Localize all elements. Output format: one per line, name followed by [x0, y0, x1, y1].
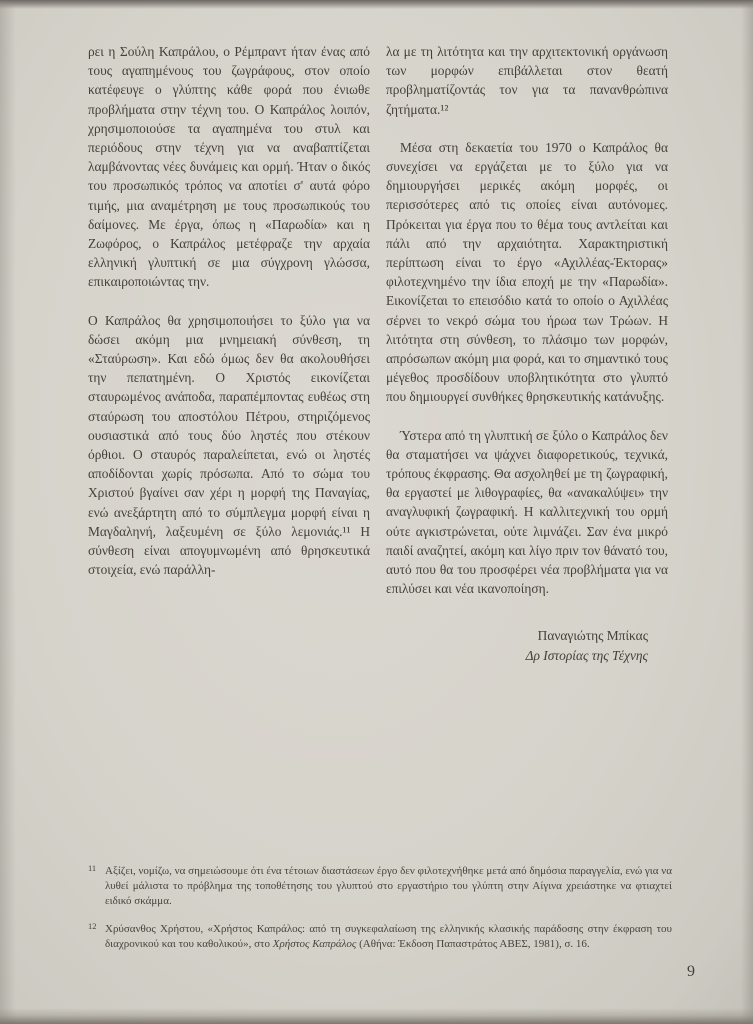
- right-column: [386, 42, 668, 666]
- article-body: [88, 42, 668, 666]
- author-signature: [386, 626, 668, 666]
- paragraph: Ύστερα από τη γλυπτική σε ξύλο ο Καπράλος δεν θα σταματήσει να ψάχνει διαφορετικούς, τεχνικά, τρόπους έκφρασης. Θα ασχοληθεί με τη ζωγραφική, θα εργαστεί με λιθογραφίες, θα «ανακαλύψει» την αναγλυφική ζωγραφική. Η καλλιτεχνική του ορμή ούτε αγκιστρώνεται, ούτε λιμνάζει. Σαν ένα μικρό παιδί αναζητεί, ακόμη και λίγο πριν τον θάνατό του, αυτό που θα του προσφέρει νέα προβλήματα για να επιλύσει και νέα ικανοποίηση.: [386, 427, 668, 597]
- scan-shadow-top: [0, 0, 753, 9]
- scan-shadow-left: [0, 0, 16, 1024]
- author-title: Δρ Ιστορίας της Τέχνης: [525, 648, 648, 664]
- footnote-text: (Αθήνα: Έκδοση Παπαστράτος ΑΒΕΣ, 1981), σ. 16.: [356, 938, 590, 950]
- footnote-text: Χρύσανθος Χρήστου, «Χρήστος Καπράλος: από τη συγκεφαλαίωση της ελληνικής κλασικής παράδοσης στην έκφραση του διαχρονικού και του καθολικού», στο: [105, 923, 672, 950]
- footnote-marker: 12: [88, 921, 97, 931]
- footnote-text: Αξίζει, νομίζω, να σημειώσουμε ότι ένα τέτοιων διαστάσεων έργο δεν φιλοτεχνήθηκε μετά από δημόσια παραγγελία, ενώ για να λυθεί μάλιστα το πρόβλημα της τοποθέτησης του γλυπτού στο εργαστήριο του γλύπτη στην Αίγινα χρειάστηκε να φτιαχτεί ειδικό σκάμμα.: [105, 865, 672, 907]
- footnotes-section: [88, 864, 672, 965]
- scan-shadow-bottom: [0, 1008, 753, 1024]
- paragraph: ρει η Σούλη Καπράλου, ο Ρέμπραντ ήταν ένας από τους αγαπημένους του ζωγράφους, στον οποίο κατέφευγε ο γλύπτης κάθε φορά που ένιωθε προβλήματα στην τέχνη του. Ο Καπράλος λοιπόν, χρησιμοποιούσε τα αγαπημένα του στυλ και περιόδους στην τέχνη για να αναβαπτίζεται λαμβάνοντας νέες δυνάμεις και ορμή. Ήταν ο δικός του προσωπικός τρόπος να αποτίει σ' αυτά φόρο τιμής, μια αναμέτρηση με τους προσωπικούς του δαίμονες. Με έργα, όπως η «Παρωδία» και η Ζωφόρος, ο Καπράλος μετέφραζε την αρχαία ελληνική γλυπτική σε μια σύγχρονη γλώσσα, επικαιροποιώντας την.: [88, 44, 370, 290]
- paragraph: Ο Καπράλος θα χρησιμοποιήσει το ξύλο για να δώσει ακόμη μια μνημειακή σύνθεση, τη «Σταύρωση». Και εδώ όμως δεν θα ακολουθήσει την πεπατημένη. Ο Χριστός εικονίζεται σταυρωμένος ανάποδα, παραπέμποντας ευθέως στη σταύρωση του αποστόλου Πέτρου, στηριζόμενος ουσιαστικά από τους δύο ληστές που στέκουν όρθιοι. Ο σταυρός παραλείπεται, ενώ οι ληστές αποδίδονται χωρίς πρόσωπα. Από το σώμα του Χριστού βγαίνει σαν χέρι η μορφή της Παναγίας, ενώ ανεξάρτητη από το σύμπλεγμα μορφή είναι η Μαγδαληνή, λαξευμένη σε ξύλο λεμονιάς.¹¹ Η σύνθεση είναι απογυμνωμένη από θρησκευτικά στοιχεία, ενώ παράλλη-: [88, 312, 370, 578]
- scan-shadow-right: [741, 0, 753, 1024]
- footnote-marker: 11: [88, 863, 97, 873]
- paragraph: Μέσα στη δεκαετία του 1970 ο Καπράλος θα συνεχίσει να εργάζεται με το ξύλο για να δημιουργήσει μερικές ακόμη μορφές, οι περισσότερες από τις οποίες είναι αυτόνομες. Πρόκειται για έργα που το θέμα τους αντλείται και πάλι από την αρχαιότητα. Χαρακτηριστική περίπτωση είναι το έργο «Αχιλλέας-Έκτορας» φιλοτεχνημένο την ίδια εποχή με την «Παρωδία». Εικονίζεται το επεισόδιο κατά το οποίο ο Αχιλλέας σέρνει το νεκρό σώμα του ήρωα των Τρώων. Η λιτότητα στη σύνθεση, το πλάσιμο των μορφών, απρόσωπων ακόμη μια φορά, και το σημαντικό τους μέγεθος προσδίδουν υποβλητικότητα στο γλυπτό που δημιουργεί συνθήκες θρησκευτικής κατάνυξης.: [386, 139, 668, 405]
- footnote-12: [88, 922, 672, 952]
- left-column: [88, 42, 370, 666]
- paragraph: λα με τη λιτότητα και την αρχιτεκτονική οργάνωση των μορφών επιβάλλεται στον θεατή προβληματίζοντάς τον για τα πανανθρώπινα ζητήματα.¹²: [386, 44, 668, 117]
- page-number: 9: [687, 963, 695, 980]
- author-name: Παναγιώτης Μπίκας: [537, 628, 648, 644]
- footnote-11: [88, 864, 672, 909]
- footnote-book-title: Χρήστος Καπράλος: [272, 938, 357, 950]
